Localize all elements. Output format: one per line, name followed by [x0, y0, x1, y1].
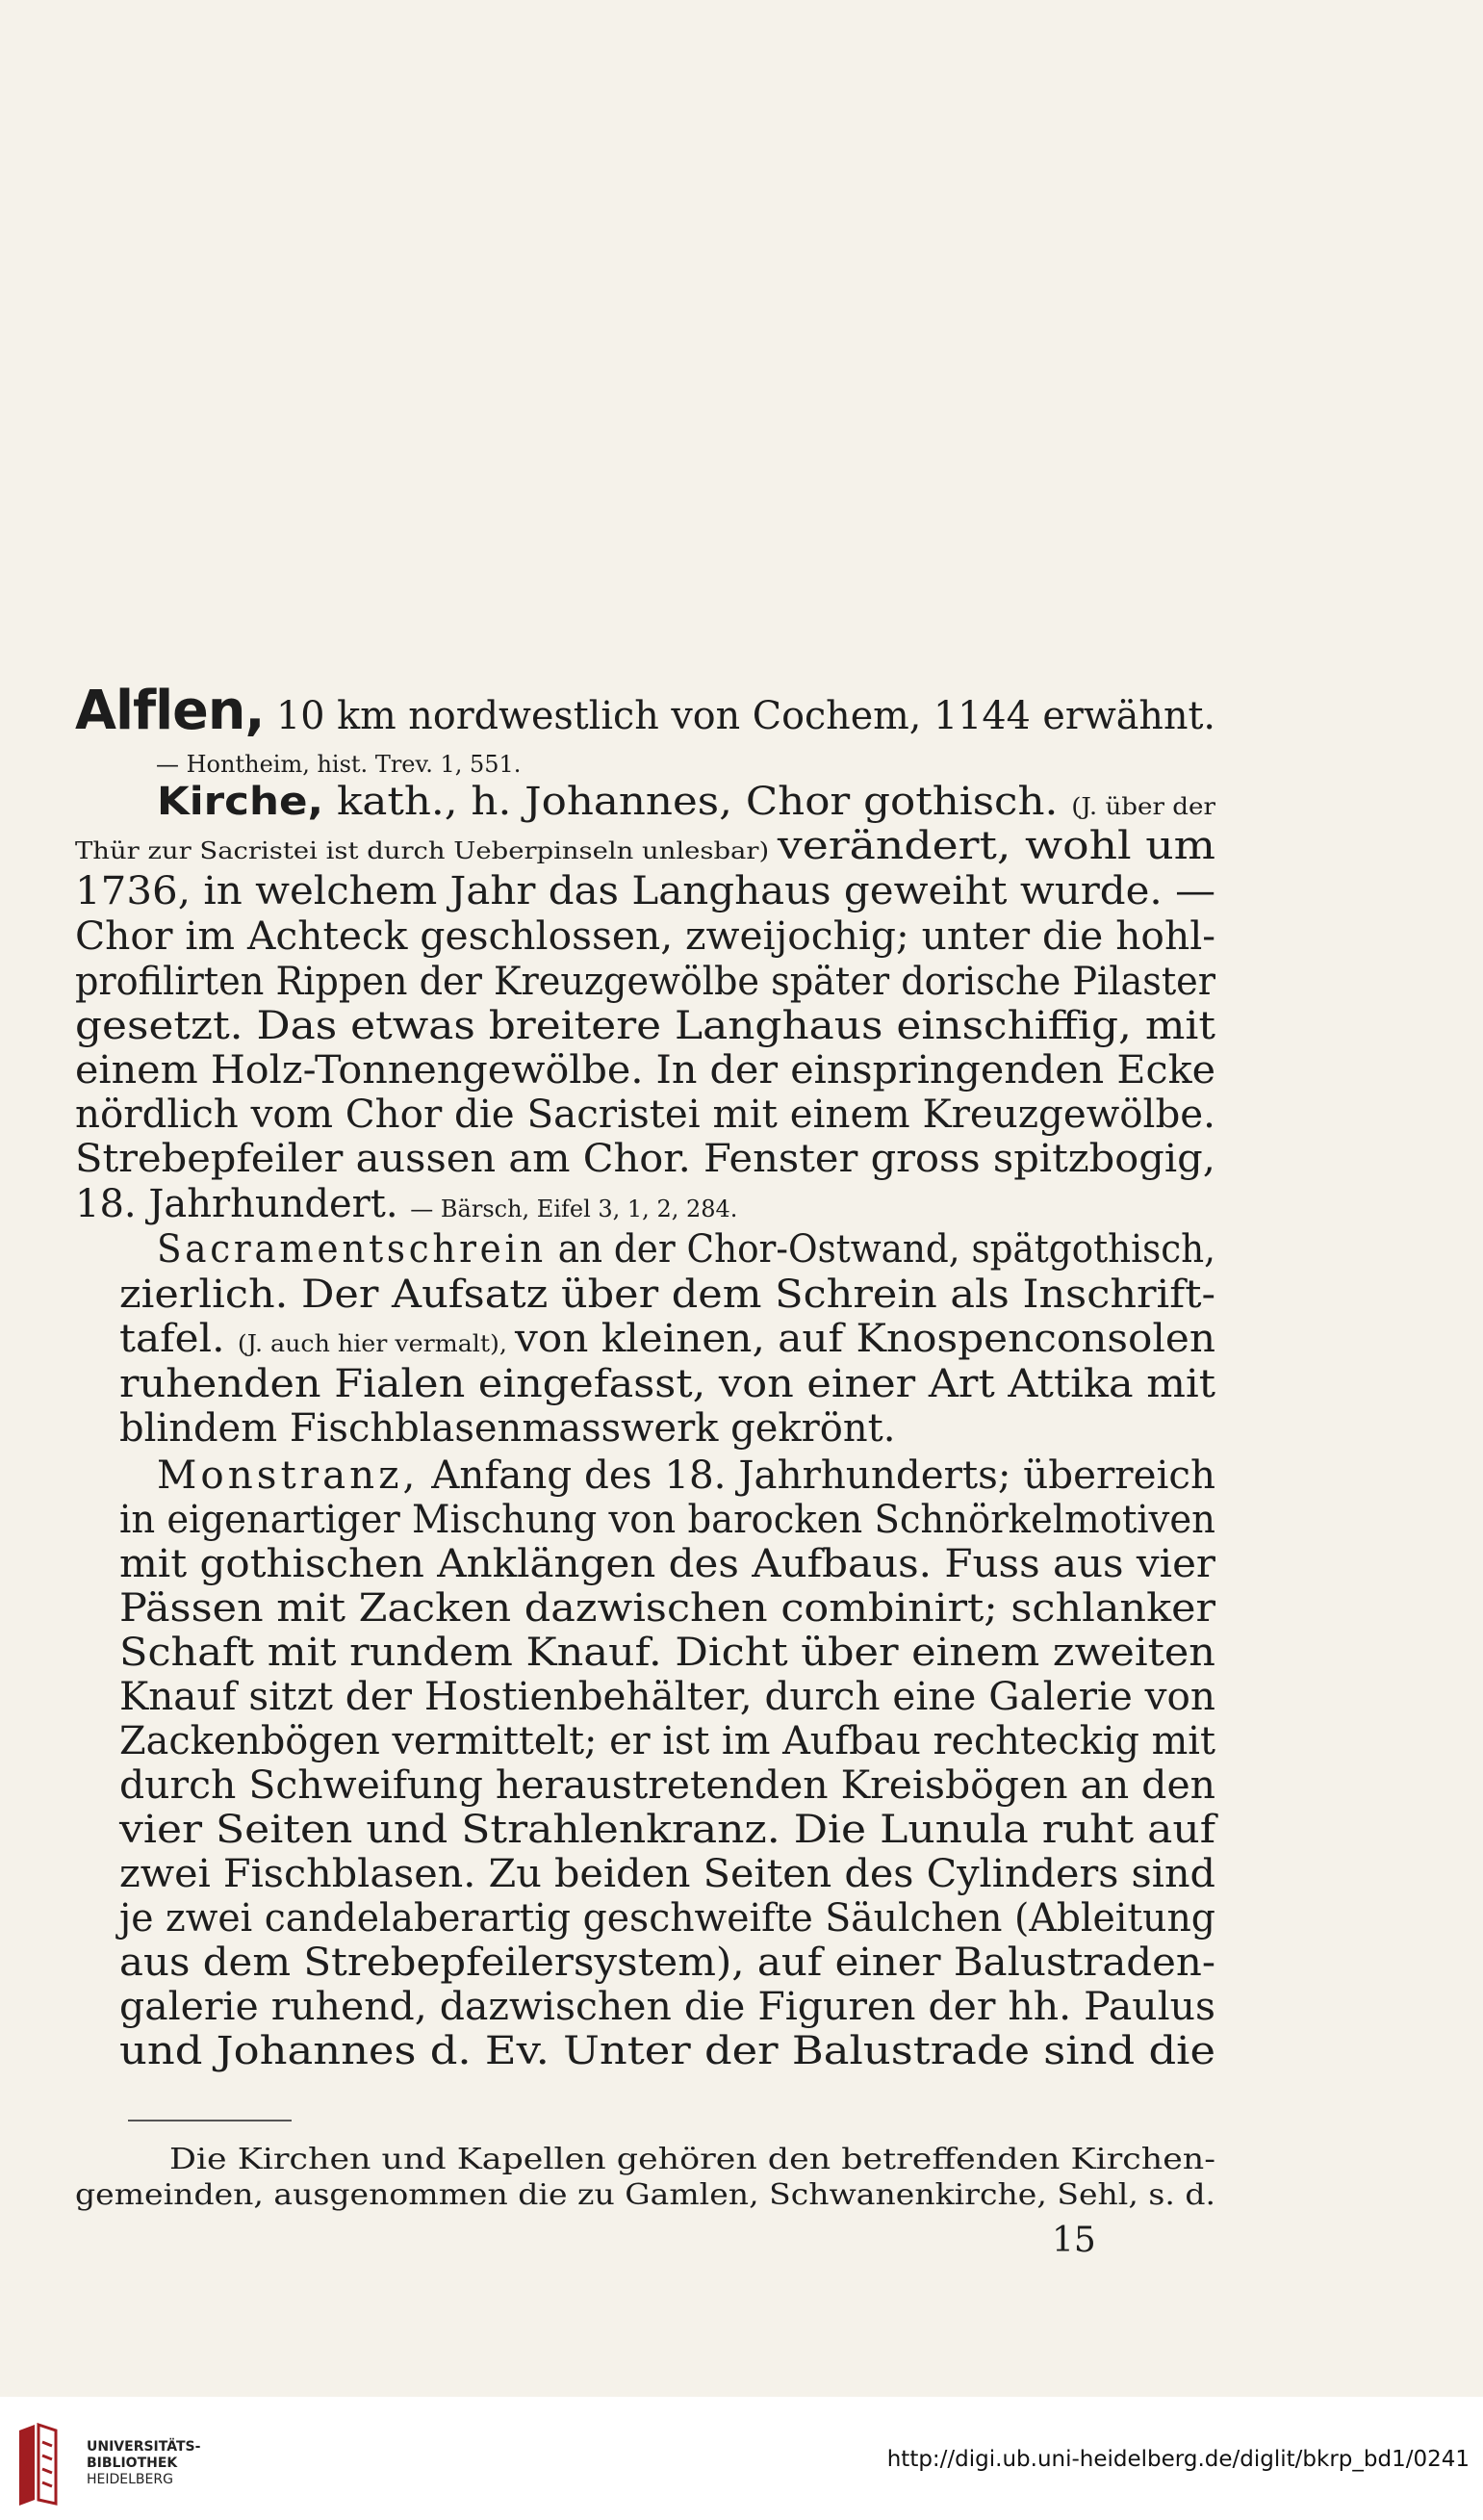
line-text: Strebepfeiler aussen am Chor. Fenster gross spitzbogig,	[75, 1137, 1215, 1181]
text-line	[119, 1985, 1215, 2029]
text-line	[119, 1631, 1215, 1675]
line-text: durch Schweifung heraustretenden Kreisbögen an den	[119, 1763, 1215, 1808]
line-text: 18. Jahrhundert.	[75, 1182, 411, 1226]
text-line	[157, 1227, 1215, 1272]
library-name-line: HEIDELBERG	[87, 2472, 173, 2487]
text-line	[119, 1675, 1215, 1719]
line-text: einem Holz-Tonnengewölbe. In der einspringenden Ecke	[75, 1048, 1215, 1093]
text-line	[75, 960, 1215, 1004]
text-line	[119, 1763, 1215, 1808]
text-line	[119, 2029, 1215, 2073]
text-line	[119, 1896, 1215, 1941]
library-name-line: UNIVERSITÄTS-	[87, 2439, 201, 2455]
line-text: in eigenartiger Mischung von barocken Schnörkelmotiven	[119, 1498, 1215, 1542]
text-line	[75, 1004, 1215, 1048]
text-line	[119, 1317, 1215, 1366]
line-text: Sacramentschrein	[157, 1227, 547, 1272]
text-line	[119, 1362, 1215, 1406]
text-line	[75, 869, 1215, 913]
line-text: galerie ruhend, dazwischen die Figuren der hh. Paulus	[119, 1985, 1216, 2029]
source-url-link[interactable]: http://digi.ub.uni-heidelberg.de/diglit/bkrp_bd1/0241	[886, 2447, 1470, 2472]
line-text: von kleinen, auf Knospenconsolen	[514, 1317, 1215, 1361]
place-name: Alflen,	[75, 680, 265, 742]
line-text: ruhenden Fialen eingefasst, von einer Art Attika mit	[119, 1362, 1215, 1406]
text-line	[119, 1273, 1215, 1317]
text-line	[75, 1182, 737, 1231]
text-line	[119, 1586, 1215, 1631]
text-line	[75, 824, 1215, 873]
reference-text: (J. auch hier vermalt),	[237, 1330, 515, 1357]
library-name	[87, 2439, 200, 2488]
heidelberg-library-logo-icon	[13, 2423, 62, 2506]
line-text: mit gothischen Anklängen des Aufbaus. Fuss aus vier	[119, 1542, 1215, 1586]
line-text: aus dem Strebepfeilersystem), auf einer Balustraden-	[119, 1941, 1215, 1985]
line-text: verändert, wohl um	[777, 824, 1215, 868]
reference-text: (J. über der	[1071, 793, 1215, 820]
text-line	[119, 1406, 895, 1451]
line-text: und Johannes d. Ev. Unter der Balustrade sind die	[119, 2029, 1215, 2073]
line-text: kath., h. Johannes, Chor gothisch.	[323, 780, 1072, 824]
line-text: Anfang des 18. Jahrhunderts; überreich	[419, 1453, 1216, 1498]
line-text: zwei Fischblasen. Zu beiden Seiten des Cylinders sind	[119, 1852, 1215, 1896]
line-text: je zwei candelaberartig geschweifte Säulchen (Ableitung	[119, 1896, 1215, 1941]
text-line	[119, 1852, 1215, 1896]
footnote-rule	[128, 2120, 292, 2121]
line-text: 1736, in welchem Jahr das Langhaus geweiht wurde. —	[75, 869, 1215, 913]
text-line	[119, 1941, 1215, 1985]
line-text: Pässen mit Zacken dazwischen combinirt; schlanker	[119, 1586, 1215, 1631]
line-text: Zackenbögen vermittelt; er ist im Aufbau rechteckig mit	[119, 1719, 1215, 1763]
reference-text: Thür zur Sacristei ist durch Ueberpinseln unlesbar)	[75, 837, 778, 864]
line-text: Monstranz,	[157, 1453, 420, 1498]
text-line	[119, 1719, 1215, 1763]
footnote-line: Die Kirchen und Kapellen gehören den betreffenden Kirchen-	[169, 2143, 1215, 2176]
line-text: 10 km nordwestlich von Cochem, 1144 erwähnt.	[264, 694, 1215, 738]
page-number: 15	[1052, 2221, 1096, 2260]
section-heading: Kirche,	[157, 780, 324, 824]
text-line	[157, 780, 1215, 829]
line-text: blindem Fischblasenmasswerk gekrönt.	[119, 1406, 896, 1451]
footnote-line: gemeinden, ausgenommen die zu Gamlen, Schwanenkirche, Sehl, s. d.	[75, 2178, 1215, 2212]
line-text: tafel.	[119, 1317, 238, 1361]
line-text: Schaft mit rundem Knauf. Dicht über einem zweiten	[119, 1631, 1215, 1675]
text-line	[119, 1808, 1215, 1852]
line-text: profilirten Rippen der Kreuzgewölbe später dorische Pilaster	[75, 960, 1215, 1004]
text-line	[119, 1542, 1215, 1586]
reference-text: — Bärsch, Eifel 3, 1, 2, 284.	[410, 1196, 738, 1222]
text-line	[119, 1498, 1215, 1542]
reference-text: — Hontheim, hist. Trev. 1, 551.	[156, 751, 522, 778]
text-line	[75, 680, 1215, 742]
line-text: nördlich vom Chor die Sacristei mit einem Kreuzgewölbe.	[75, 1093, 1215, 1137]
text-line	[157, 1453, 1215, 1498]
line-text: gesetzt. Das etwas breitere Langhaus einschiffig, mit	[75, 1004, 1215, 1048]
line-text: zierlich. Der Aufsatz über dem Schrein als Inschrift-	[119, 1273, 1215, 1317]
line-text: Knauf sitzt der Hostienbehälter, durch eine Galerie von	[119, 1675, 1215, 1719]
text-line	[75, 1137, 1215, 1181]
text-line	[75, 1093, 1215, 1137]
line-text: Chor im Achteck geschlossen, zweijochig; unter die hohl-	[75, 914, 1215, 959]
library-name-line: BIBLIOTHEK	[87, 2456, 178, 2471]
line-text: an der Chor-Ostwand, spätgothisch,	[546, 1227, 1215, 1272]
text-line	[75, 914, 1215, 959]
text-line	[75, 1048, 1215, 1093]
line-text: vier Seiten und Strahlenkranz. Die Lunula ruht auf	[119, 1808, 1215, 1852]
